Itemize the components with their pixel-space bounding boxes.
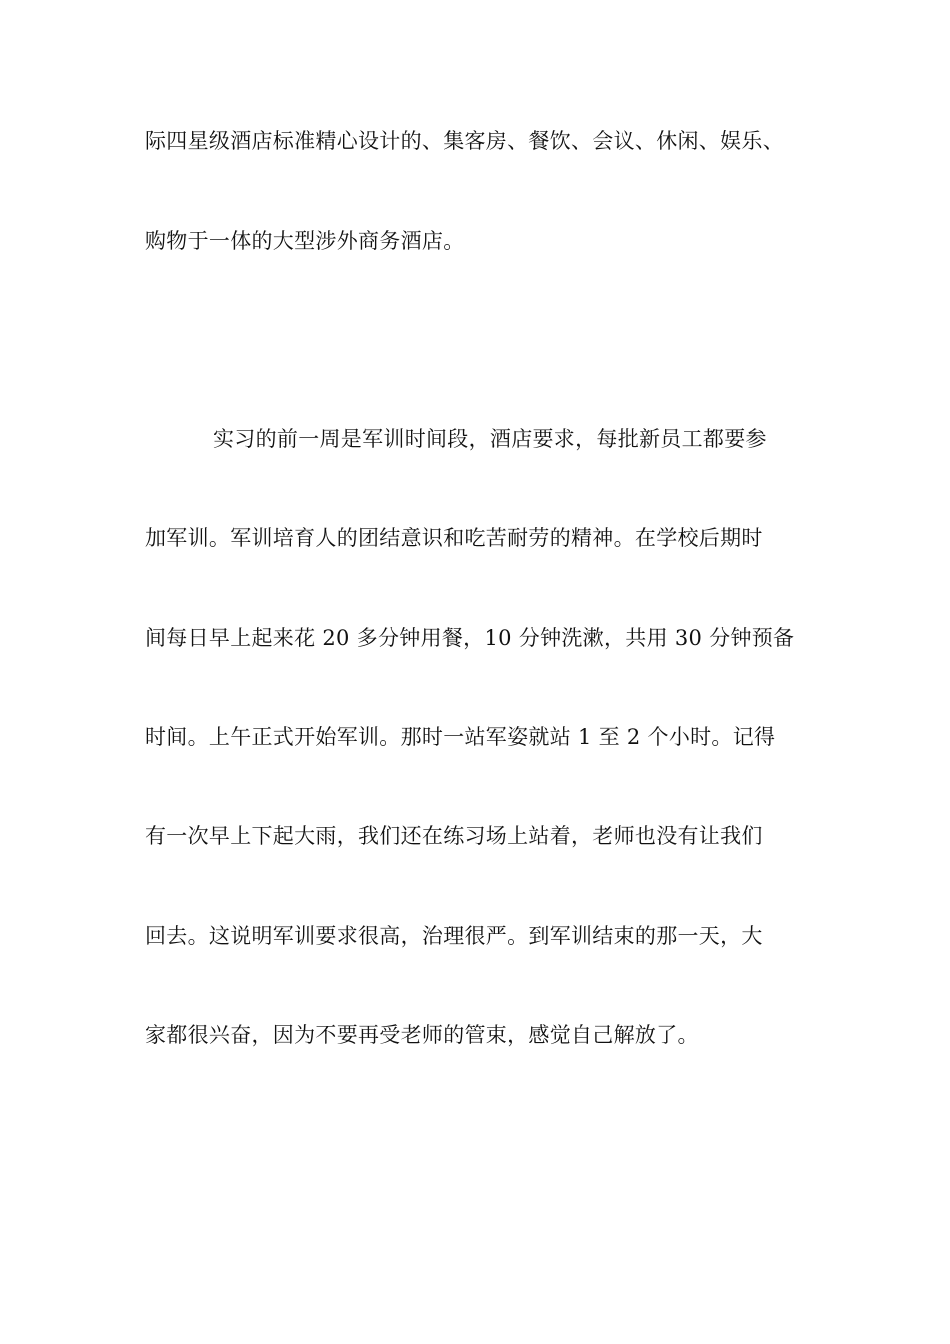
paragraph-2-line-4: 时间。上午正式开始军训。那时一站军姿就站 1 至 2 个小时。记得 bbox=[145, 725, 776, 749]
paragraph-2-line-6: 回去。这说明军训要求很高，治理很严。到军训结束的那一天，大 bbox=[145, 924, 763, 948]
paragraph-2-line-2: 加军训。军训培育人的团结意识和吃苦耐劳的精神。在学校后期时 bbox=[145, 526, 763, 550]
paragraph-2-line-3: 间每日早上起来花 20 多分钟用餐，10 分钟洗漱，共用 30 分钟预备 bbox=[145, 626, 795, 650]
paragraph-2-line-1: 实习的前一周是军训时间段，酒店要求，每批新员工都要参 bbox=[213, 427, 767, 451]
paragraph-1-line-2: 购物于一体的大型涉外商务酒店。 bbox=[145, 229, 465, 253]
paragraph-2-line-7: 家都很兴奋，因为不要再受老师的管束，感觉自己解放了。 bbox=[145, 1023, 699, 1047]
paragraph-2-line-5: 有一次早上下起大雨，我们还在练习场上站着，老师也没有让我们 bbox=[145, 824, 763, 848]
paragraph-1-line-1: 际四星级酒店标准精心设计的、集客房、餐饮、会议、休闲、娱乐、 bbox=[145, 129, 784, 153]
